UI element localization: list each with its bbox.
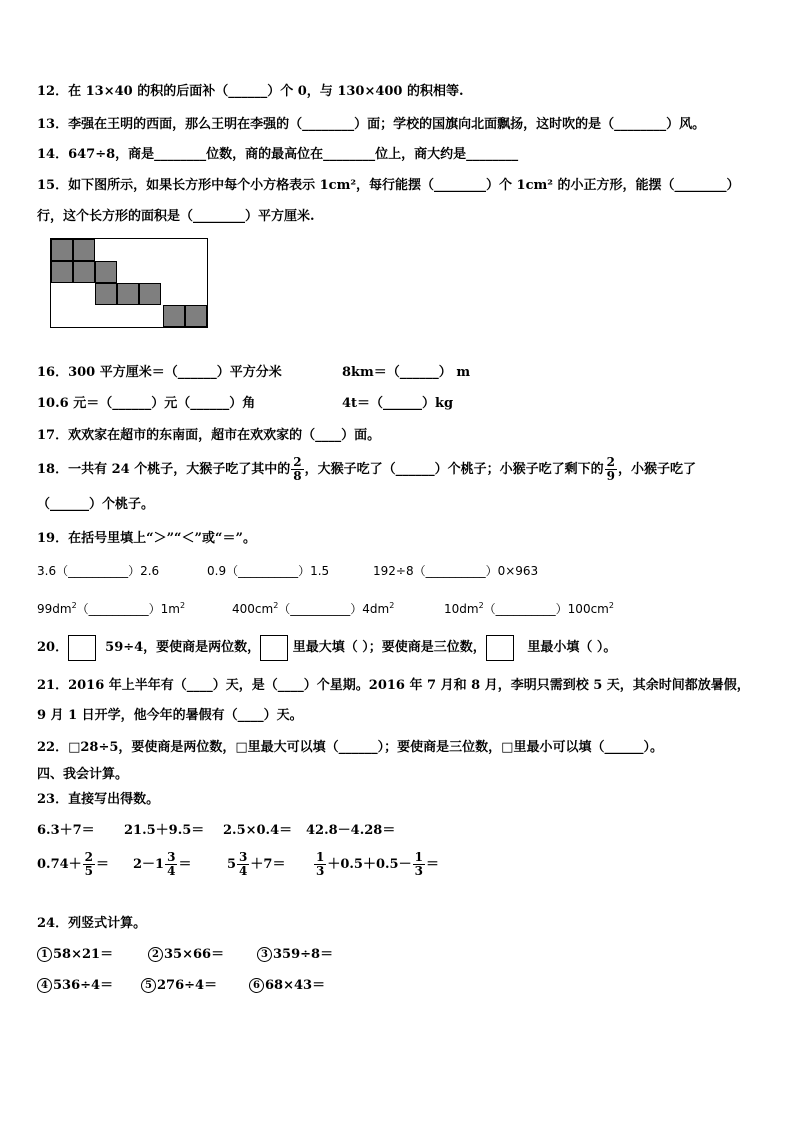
section-4-title: 四、我会计算。 [37,767,129,782]
q18-text: 18．一共有 24 个桃子，大猴子吃了其中的 [37,462,291,477]
q16-weight-conversion: 4t＝（______）kg [342,396,454,411]
q16-row1 [37,365,471,381]
q15-line2: 行，这个长方形的面积是（________）平方厘米. [37,209,315,224]
numerator: 1 [414,850,423,864]
q14: 14．647÷8，商是________位数，商的最高位在________位上，商大约是________ [37,147,519,162]
expr-part: ＝ [96,857,110,872]
numerator: 3 [239,850,248,864]
q16-row2 [37,396,454,412]
blank-box [260,635,288,661]
fraction [413,851,425,878]
q16-area-conversion: 16．300 平方厘米＝（______）平方分米 [37,365,282,380]
denominator: 9 [606,469,615,483]
denominator: 5 [84,864,94,878]
calc-item: 2.5×0.4＝ [223,823,293,838]
vertical-calc-item [37,947,113,962]
grid-cell [139,283,161,305]
grid-cell [73,239,95,261]
numerator: 2 [293,455,302,469]
numerator: 2 [84,850,94,864]
circled-number: 4 [37,978,52,993]
calc-item: 42.8－4.28＝ [306,823,396,838]
fraction [291,456,303,483]
compare-item [444,598,614,617]
q23-title: 23．直接写出得数。 [37,792,160,807]
vertical-calc-item [37,978,113,993]
expr: 35×66＝ [164,947,225,962]
q19-row2 [37,598,614,617]
vertical-calc-item [249,978,325,994]
right-value: （__________）4dm [278,602,390,616]
left-value: 99dm [37,602,72,616]
vertical-calc-item [141,978,217,994]
denominator: 4 [239,864,248,878]
q20 [37,634,616,662]
q18-text: ，大猴子吃了（______）个桃子；小猴子吃了剩下的 [304,462,604,477]
denominator: 3 [414,864,423,878]
vertical-calc-item [148,947,224,963]
expr-part: 0.74＋ [37,857,82,872]
grid-cell [185,305,207,327]
q19-title: 19．在括号里填上“＞”“＜”或“＝”。 [37,531,256,546]
q21-line2: 9 月 1 日开学，他今年的暑假有（____）天。 [37,708,303,723]
exponent: 2 [478,601,484,610]
q18-text: ，小猴子吃了 [617,462,696,477]
q23-row2 [37,848,439,882]
fraction [83,851,95,878]
denominator: 4 [167,864,176,878]
exponent: 2 [273,601,279,610]
compare-item [232,598,394,617]
denominator: 8 [293,469,302,483]
q13: 13．李强在王明的西面，那么王明在李强的（________）面；学校的国旗向北面飘扬，这时吹的是（________）风。 [37,117,706,132]
compare-item: 192÷8（__________）0×963 [373,564,539,578]
grid-cell [95,261,117,283]
circled-number: 5 [141,978,156,993]
expr-part: 5 [227,857,237,872]
fraction [165,851,177,878]
numerator: 2 [606,455,615,469]
q20-text: 59÷4，要使商是两位数， [105,640,261,655]
q23-row1 [37,823,396,839]
circled-number: 3 [257,947,272,962]
exponent: 2 [71,601,77,610]
expr: 276÷4＝ [157,978,218,993]
q17: 17．欢欢家在超市的东南面，超市在欢欢家的（____）面。 [37,428,381,443]
q22: 22．□28÷5，要使商是两位数，□里最大可以填（______）；要使商是三位数，□里最小可以填（______）。 [37,740,663,755]
calc-item [227,848,285,882]
q18-line1 [37,455,696,485]
expr: 58×21＝ [53,947,114,962]
expr: 68×43＝ [265,978,326,993]
grid-cell [51,239,73,261]
left-value: 10dm [444,602,479,616]
right-value: （__________）100cm [483,602,609,616]
denominator: 3 [316,864,325,878]
calc-item [37,850,110,878]
fraction [605,456,617,483]
q19-row1 [37,563,539,579]
compare-item [37,602,185,616]
calc-item: 21.5＋9.5＝ [124,823,205,838]
blank-box [486,635,514,661]
grid-cell [117,283,139,305]
exponent: 2 [389,601,395,610]
expr: 359÷8＝ [273,947,334,962]
left-value: 400cm [232,602,274,616]
grid-cell [73,261,95,283]
q24-row2 [37,978,326,994]
circled-number: 6 [249,978,264,993]
q24-title: 24．列竖式计算。 [37,916,147,931]
rectangle-grid-figure [50,238,208,328]
compare-item: 0.9（__________）1.5 [207,564,330,578]
numerator: 1 [316,850,325,864]
q20-text: 里最小填（ ）。 [527,640,617,655]
compare-item: 3.6（__________）2.6 [37,564,160,578]
right-value: （__________）1m [76,602,180,616]
q24-row1 [37,947,334,963]
calc-item [313,848,439,882]
fraction [314,851,326,878]
q12: 12．在 13×40 的积的后面补（______）个 0，与 130×400 的积相等. [37,84,464,99]
q16-money-conversion: 10.6 元＝（______）元（______）角 [37,396,256,411]
circled-number: 1 [37,947,52,962]
q18-line2: （______）个桃子。 [37,497,155,512]
vertical-calc-item [257,947,333,963]
q15-line1: 15．如下图所示，如果长方形中每个小方格表示 1cm²，每行能摆（________）个 1cm² 的小正方形，能摆（________） [37,178,740,193]
calc-item [133,848,191,882]
circled-number: 2 [148,947,163,962]
fraction [237,851,249,878]
expr-part: ＋7＝ [250,857,286,872]
expr-part: ＝ [425,857,439,872]
q21-line1: 21．2016 年上半年有（____）天，是（____）个星期。2016 年 7 月和 8 月，李明只需到校 5 天，其余时间都放暑假， [37,678,750,693]
q20-text: 里最大填（ ）；要使商是三位数， [292,640,486,655]
expr: 536÷4＝ [53,978,114,993]
q20-number: 20． [37,640,69,655]
exponent: 2 [608,601,614,610]
expr-part: ＝ [178,857,192,872]
grid-cell [51,261,73,283]
exponent: 2 [180,601,186,610]
grid-cell [95,283,117,305]
calc-item: 6.3＋7＝ [37,823,95,838]
expr-part: 2－1 [133,857,165,872]
blank-box [68,635,96,661]
numerator: 3 [167,850,176,864]
q16-length-conversion: 8km＝（______） m [342,365,471,380]
expr-part: ＋0.5＋0.5－ [327,857,412,872]
grid-cell [163,305,185,327]
